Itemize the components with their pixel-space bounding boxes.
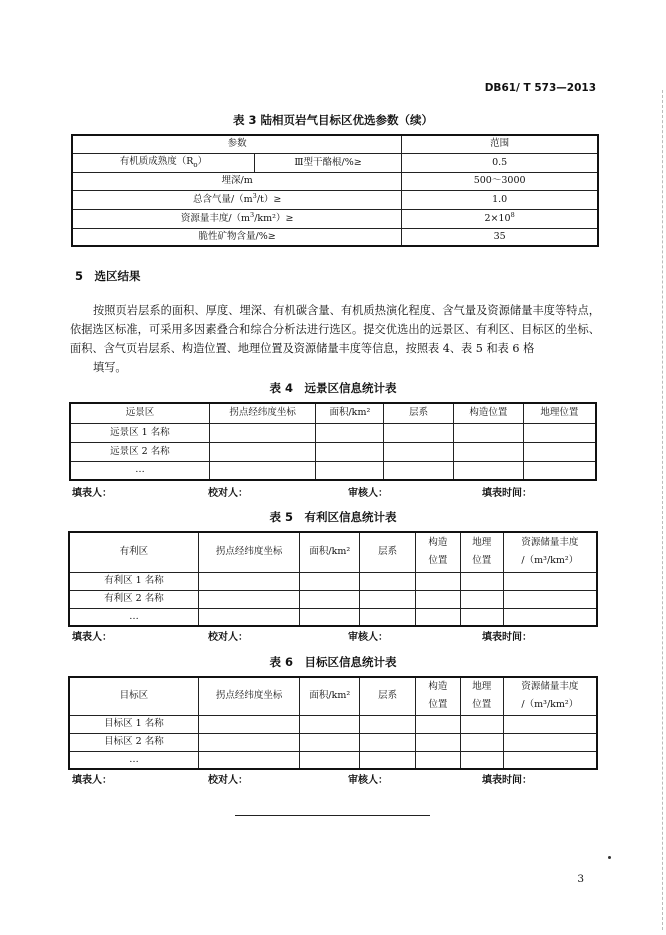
table6-row-label: 目标区 2 名称 [69,733,198,751]
section-heading: 5 选区结果 [75,269,141,283]
table4-cell [209,442,316,461]
table5-caption: 表 5 有利区信息统计表 [269,510,397,524]
table5-cell [198,608,300,626]
table3-cell-value: 0.5 [402,153,598,172]
table3-cell-label: 总含气量$/(m^3/t)\ge$ [72,190,402,209]
table5-header: 面积/km² [300,532,360,572]
table6-cell [503,715,597,733]
document-id: DB61/ T 573—2013 [484,82,596,94]
table4-header: 地理位置 [523,403,596,423]
table4-cell [384,442,454,461]
table4-header: 远景区 [70,403,209,423]
table4-cell [209,461,316,480]
table6-cell [503,733,597,751]
table5-cell [416,590,461,608]
table4-filler: 填表人： [72,488,112,499]
scan-speck [608,856,611,859]
table6-row-label: 目标区 1 名称 [69,715,198,733]
table6-cell [300,715,360,733]
table5-checker: 校对人： [208,632,248,643]
page-number: 3 [577,873,584,885]
table6-cell [198,715,300,733]
table4-caption: 表 4 远景区信息统计表 [269,381,397,395]
table6-cell [360,733,416,751]
table5-header: 层系 [360,532,416,572]
table4-row-label: 远景区 2 名称 [70,442,209,461]
table6-header: 目标区 [69,677,198,715]
table4-cell [384,423,454,442]
table6-header: 层系 [360,677,416,715]
table6-cell [198,751,300,769]
table5-header: 资源储量丰度 /（m³/km²） [503,532,597,572]
table4-cell [316,461,384,480]
table5-date: 填表时间： [482,632,532,643]
table6-cell [460,733,503,751]
table4-row-label: 远景区 1 名称 [70,423,209,442]
table5-header: 拐点经纬度坐标 [198,532,300,572]
table4-reviewer: 审核人： [348,488,388,499]
table3-cell-value: 500～3000 [402,172,598,190]
table4-cell [384,461,454,480]
table6-cell [198,733,300,751]
table3-cell-label: 埋深/m [72,172,402,190]
table5-cell [503,590,597,608]
table4-cell [316,423,384,442]
table5-cell [300,608,360,626]
table6-cell [460,751,503,769]
table3-cell-label: 脆性矿物含量/%≥ [72,228,402,246]
table6-header: 面积/km² [300,677,360,715]
table4-header: 层系 [384,403,454,423]
table4-header: 构造位置 [454,403,524,423]
table5-cell [416,572,461,590]
table5-cell [198,572,300,590]
table5-cell [198,590,300,608]
table6-cell [300,733,360,751]
table3-cell-sublabel: Ⅲ型干酪根/%≥ [254,153,401,172]
table4-checker: 校对人： [208,488,248,499]
table3-header-param: 参数 [72,135,402,153]
table6-cell [460,715,503,733]
table5-cell [300,590,360,608]
table3-cell-value: 35 [402,228,598,246]
table6-reviewer: 审核人： [348,775,388,786]
table6-header: 资源储量丰度 /（m³/km²） [503,677,597,715]
table6-filler: 填表人： [72,775,112,786]
table6-header: 拐点经纬度坐标 [198,677,300,715]
table4-header: 拐点经纬度坐标 [209,403,316,423]
table6-header: 地理 位置 [460,677,503,715]
table4-row-label: … [70,461,209,480]
table6-header: 构造 位置 [416,677,461,715]
table5-cell [360,590,416,608]
end-rule [235,815,430,816]
table3-caption: 表 3 陆相页岩气目标区优选参数（续） [232,113,433,127]
table5-cell [503,608,597,626]
table5-row-label: 有利区 2 名称 [69,590,198,608]
table5-cell [460,572,503,590]
table6-row-label: … [69,751,198,769]
table4-cell [523,442,596,461]
table4-cell [523,423,596,442]
table5-row-label: 有利区 1 名称 [69,572,198,590]
table6-cell [300,751,360,769]
table5-cell [460,608,503,626]
table6-cell [416,733,461,751]
table5-filler: 填表人： [72,632,112,643]
table6 [68,676,598,770]
table3-cell-value: 1.0 [402,190,598,209]
table3-cell-label: 有机质成熟度$(R_o)$ [72,153,254,172]
table4-date: 填表时间： [482,488,532,499]
paragraph-end: 填写。 [93,361,127,374]
table4-cell [454,423,524,442]
table5-cell [416,608,461,626]
table6-checker: 校对人： [208,775,248,786]
table4-cell [454,442,524,461]
table4-cell [523,461,596,480]
table5-header: 有利区 [69,532,198,572]
table5-reviewer: 审核人： [348,632,388,643]
table3-cell-value: $2\times 10^8$ [402,209,598,228]
table3 [71,134,599,247]
table4-cell [209,423,316,442]
table6-date: 填表时间： [482,775,532,786]
table3-header-range: 范围 [402,135,598,153]
table6-caption: 表 6 目标区信息统计表 [269,655,397,669]
table4-header: 面积/km² [316,403,384,423]
table4-cell [316,442,384,461]
table5-cell [503,572,597,590]
table5-cell [460,590,503,608]
table6-cell [416,715,461,733]
table5 [68,531,598,627]
table6-cell [360,751,416,769]
table5-cell [360,608,416,626]
table6-cell [416,751,461,769]
table5-cell [360,572,416,590]
table5-cell [300,572,360,590]
table5-header: 构造 位置 [416,532,461,572]
table3-cell-label: 资源量丰度$/(m^3/km^2)\ge$ [72,209,402,228]
table4-cell [454,461,524,480]
table6-cell [360,715,416,733]
paragraph-text: 按照页岩层系的面积、厚度、埋深、有机碳含量、有机质热演化程度、含气量及资源储量丰度等特点，依据选区标准，可采用多因素叠合和综合分析法进行选区。提交优选出的远景区、有利区、目标区的坐标、面积、含气页岩层系、构造位置、地理位置及资源储量丰度等信息，按照表 4、表 5 和表 6 格 [70,304,600,355]
table4 [69,402,597,481]
table5-row-label: … [69,608,198,626]
section-paragraph [70,301,600,377]
table5-header: 地理 位置 [460,532,503,572]
table6-cell [503,751,597,769]
